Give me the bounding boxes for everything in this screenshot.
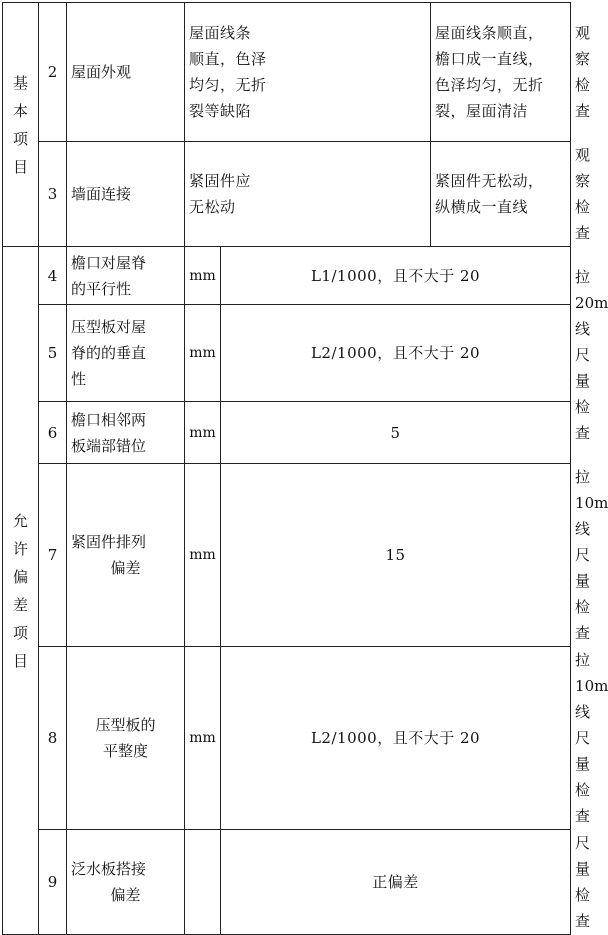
excellent-standard: 屋面线条顺直， 檐口成一直线， 色泽均匀，无折 裂，屋面清洁 <box>431 3 571 142</box>
table-row: 基 本 项 目 2 屋面外观 屋面线条 顺直，色泽 均匀，无折 裂等缺陷 屋面线条顺直， 檐口成一直线， 色泽均匀，无折 裂，屋面清洁 观察检查 <box>3 3 571 142</box>
table-row: 9 泛水板搭接 偏差 正偏差 尺量检查 <box>3 830 571 935</box>
table-row <box>3 402 571 464</box>
unit <box>185 830 221 935</box>
tolerance-value: 15 <box>221 464 571 647</box>
quality-inspection-table <box>2 2 608 935</box>
table-row: 允 许 偏 差 项 目 4 檐口对屋脊 的平行性 mm L1/1000，且不大于 20 拉 20m 线 尺量检查 <box>3 247 571 305</box>
item-name: 屋面外观 <box>67 3 185 142</box>
unit: mm <box>185 647 221 830</box>
row-number: 2 <box>39 3 67 142</box>
row-number: 4 <box>39 247 67 305</box>
unit: mm <box>185 305 221 402</box>
row-number: 7 <box>39 464 67 647</box>
item-name: 压型板的 平整度 <box>67 647 185 830</box>
item-name: 泛水板搭接 偏差 <box>67 830 185 935</box>
item-name: 压型板对屋 脊的的垂直 性 <box>67 305 185 402</box>
item-name: 墙面连接 <box>67 142 185 247</box>
row-number: 9 <box>39 830 67 935</box>
tolerance-value: 5 <box>221 402 571 464</box>
unit: mm <box>185 402 221 464</box>
tolerance-value: L1/1000，且不大于 20 <box>221 247 571 305</box>
unit: mm <box>185 247 221 305</box>
table-row: 8 压型板的 平整度 mm L2/1000，且不大于 20 拉 10m 线 尺量检查 <box>3 647 571 830</box>
item-name: 檐口对屋脊 的平行性 <box>67 247 185 305</box>
row-number: 3 <box>39 142 67 247</box>
unit: mm <box>185 464 221 647</box>
row-number: 5 <box>39 305 67 402</box>
qualified-standard: 屋面线条 顺直，色泽 均匀，无折 裂等缺陷 <box>185 3 431 142</box>
row-number: 8 <box>39 647 67 830</box>
tolerance-value: L2/1000，且不大于 20 <box>221 305 571 402</box>
item-name: 檐口相邻两 板端部错位 <box>67 402 185 464</box>
table-row <box>3 305 571 402</box>
excellent-standard: 紧固件无松动， 纵横成一直线 <box>431 142 571 247</box>
tolerance-value: 正偏差 <box>221 830 571 935</box>
section-label-basic: 基 本 项 目 <box>3 3 39 247</box>
table-row: 3 墙面连接 紧固件应 无松动 紧固件无松动， 纵横成一直线 观察检查 <box>3 142 571 247</box>
table-row: 7 紧固件排列 偏差 mm 15 拉 10m 线 尺量检查 <box>3 464 571 647</box>
section-label-allowed-deviation: 允 许 偏 差 项 目 <box>3 247 39 935</box>
qualified-standard: 紧固件应 无松动 <box>185 142 431 247</box>
tolerance-value: L2/1000，且不大于 20 <box>221 647 571 830</box>
item-name: 紧固件排列 偏差 <box>67 464 185 647</box>
row-number: 6 <box>39 402 67 464</box>
